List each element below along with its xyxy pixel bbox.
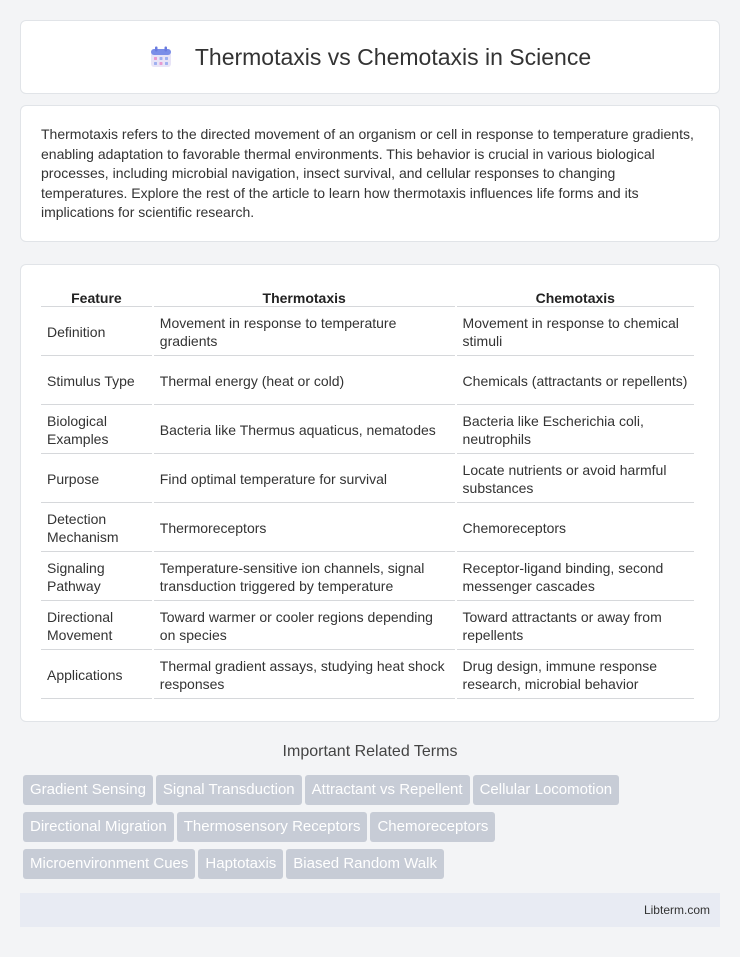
- tag-gradient-sensing[interactable]: Gradient Sensing: [23, 775, 153, 805]
- table-row: [41, 456, 694, 503]
- column-header-thermotaxis: Thermotaxis: [154, 287, 455, 307]
- header-card: [20, 20, 720, 94]
- table-row: [41, 309, 694, 356]
- table-cell-feature: Applications: [41, 652, 152, 699]
- table-cell-thermotaxis: Find optimal temperature for survival: [154, 456, 455, 503]
- table-cell-feature: Biological Examples: [41, 407, 152, 454]
- related-terms-tags: [23, 775, 723, 886]
- tag-chemoreceptors[interactable]: Chemoreceptors: [370, 812, 495, 842]
- table-cell-thermotaxis: Thermal gradient assays, studying heat shock responses: [154, 652, 455, 699]
- intro-card: [20, 105, 720, 242]
- table-cell-feature: Directional Movement: [41, 603, 152, 650]
- table-cell-chemotaxis: Receptor-ligand binding, second messenger cascades: [457, 554, 694, 601]
- table-row: [41, 554, 694, 601]
- comparison-table: [39, 285, 696, 701]
- column-header-feature: Feature: [41, 287, 152, 307]
- tag-signal-transduction[interactable]: Signal Transduction: [156, 775, 302, 805]
- table-row: [41, 505, 694, 552]
- intro-paragraph: Thermotaxis refers to the directed movement of an organism or cell in response to temperature gradients, enabling adaptation to favorable thermal environments. This behavior is crucial in various biological processes, including microbial navigation, insect survival, and cellular responses to changing temperatures. Explore the rest of the article to learn how thermotaxis influences life forms and its implications for scientific research.: [41, 126, 694, 220]
- table-row: [41, 603, 694, 650]
- table-cell-chemotaxis: Drug design, immune response research, microbial behavior: [457, 652, 694, 699]
- page-title: Thermotaxis vs Chemotaxis in Science: [194, 43, 592, 70]
- tag-attractant-vs-repellent[interactable]: Attractant vs Repellent: [305, 775, 470, 805]
- related-terms-title: Important Related Terms: [282, 743, 458, 760]
- table-cell-feature: Purpose: [41, 456, 152, 503]
- table-cell-chemotaxis: Movement in response to chemical stimuli: [457, 309, 694, 356]
- table-header-row: [41, 287, 694, 307]
- tag-cellular-locomotion[interactable]: Cellular Locomotion: [473, 775, 620, 805]
- tag-directional-migration[interactable]: Directional Migration: [23, 812, 174, 842]
- tag-haptotaxis[interactable]: Haptotaxis: [198, 849, 283, 879]
- table-cell-chemotaxis: Chemicals (attractants or repellents): [457, 358, 694, 405]
- tag-thermosensory-receptors[interactable]: Thermosensory Receptors: [177, 812, 368, 842]
- table-cell-chemotaxis: Locate nutrients or avoid harmful substances: [457, 456, 694, 503]
- table-cell-chemotaxis: Chemoreceptors: [457, 505, 694, 552]
- table-cell-thermotaxis: Thermal energy (heat or cold): [154, 358, 455, 405]
- table-cell-feature: Detection Mechanism: [41, 505, 152, 552]
- footer: [20, 893, 720, 927]
- table-cell-feature: Definition: [41, 309, 152, 356]
- table-cell-chemotaxis: Bacteria like Escherichia coli, neutrophils: [457, 407, 694, 454]
- calendar-icon: [149, 45, 173, 69]
- table-cell-feature: Stimulus Type: [41, 358, 152, 405]
- table-row: [41, 407, 694, 454]
- table-cell-chemotaxis: Toward attractants or away from repellents: [457, 603, 694, 650]
- tag-biased-random-walk[interactable]: Biased Random Walk: [286, 849, 444, 879]
- table-cell-thermotaxis: Bacteria like Thermus aquaticus, nematodes: [154, 407, 455, 454]
- table-cell-thermotaxis: Toward warmer or cooler regions depending on species: [154, 603, 455, 650]
- table-row: [41, 652, 694, 699]
- table-row: [41, 358, 694, 405]
- table-cell-thermotaxis: Thermoreceptors: [154, 505, 455, 552]
- footer-brand-link[interactable]: Libterm.com: [643, 903, 710, 917]
- comparison-table-card: [20, 264, 720, 722]
- tag-microenvironment-cues[interactable]: Microenvironment Cues: [23, 849, 195, 879]
- table-cell-feature: Signaling Pathway: [41, 554, 152, 601]
- table-cell-thermotaxis: Temperature-sensitive ion channels, signal transduction triggered by temperature: [154, 554, 455, 601]
- table-cell-thermotaxis: Movement in response to temperature gradients: [154, 309, 455, 356]
- column-header-chemotaxis: Chemotaxis: [457, 287, 694, 307]
